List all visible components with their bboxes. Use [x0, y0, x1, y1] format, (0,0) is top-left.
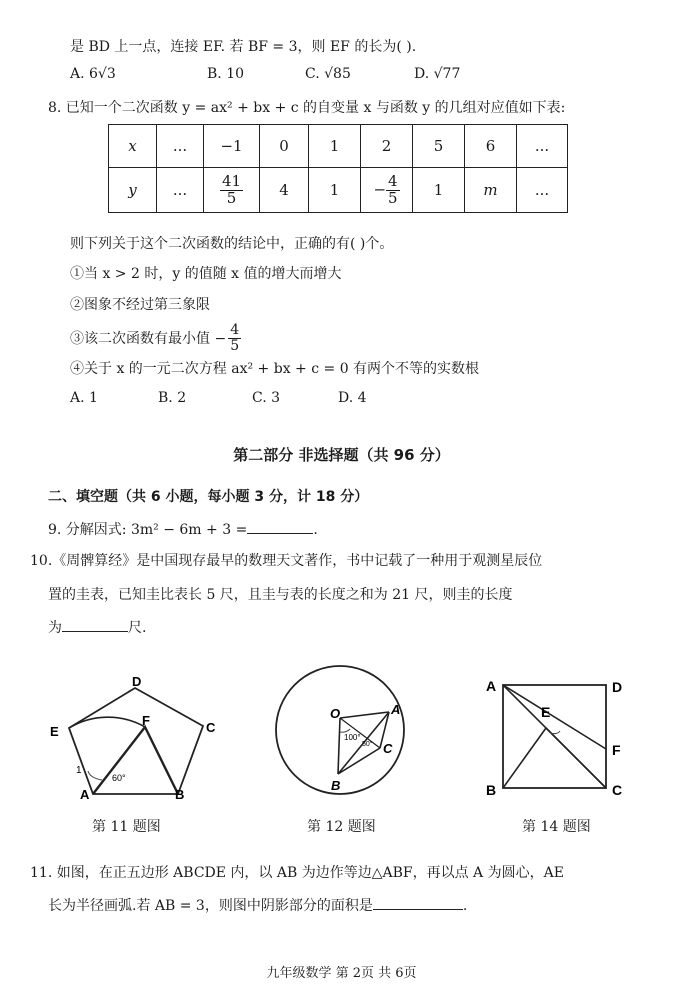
- q11-line-1: 11. 如图，在正五边形 ABCDE 内，以 AB 为边作等边△ABF，再以点 A 为圆心，AE: [30, 865, 564, 881]
- table-cell: 1: [309, 168, 361, 213]
- label-a: A: [486, 678, 497, 694]
- fraction-denominator: 5: [226, 188, 237, 207]
- table-cell: 2: [361, 125, 413, 168]
- figure-12-caption: 第 12 题图: [307, 819, 376, 835]
- fraction-denominator: 5: [230, 337, 240, 354]
- q9-row: [48, 519, 318, 539]
- q8-statement-4: ④关于 x 的一元二次方程 ax² + bx + c = 0 有两个不等的实数根: [70, 361, 480, 377]
- label-angle-100: 100°: [344, 733, 361, 742]
- q11-line-2: 长为半径画弧.若 AB = 3，则图中阴影部分的面积是: [48, 898, 373, 914]
- table-cell: −1: [204, 125, 260, 168]
- label-o: O: [330, 706, 341, 721]
- q10-answer-blank[interactable]: [62, 631, 128, 632]
- angle-mark: [340, 729, 350, 732]
- label-angle-60: 60°: [112, 773, 126, 783]
- label-c: C: [206, 720, 216, 735]
- figure-14-caption: 第 14 题图: [522, 819, 591, 835]
- label-b: B: [331, 778, 341, 793]
- table-cell: ...: [157, 125, 204, 168]
- figure-12: [270, 660, 420, 800]
- table-row-x: [109, 125, 568, 168]
- q7-option-d: D. √77: [414, 66, 461, 82]
- segment-ec: [546, 728, 606, 788]
- table-cell: 0: [260, 125, 309, 168]
- fraction-numerator: 4: [230, 321, 240, 338]
- fraction-sign: −: [373, 180, 387, 198]
- table-cell: ...: [517, 168, 568, 213]
- q8-option-a: A. 1: [70, 390, 98, 406]
- figure-11-caption: 第 11 题图: [92, 819, 161, 835]
- angle-mark: [550, 731, 560, 734]
- fraction-denominator: 5: [388, 188, 398, 207]
- label-angle-50: 50°: [362, 741, 373, 748]
- q10-line-1: 10.《周髀算经》是中国现存最早的数理天文著作，书中记载了一种用于观测星辰位: [30, 553, 543, 569]
- label-b: B: [486, 782, 497, 798]
- q10-row-3: [48, 617, 146, 637]
- q7-tail-text: 是 BD 上一点，连接 EF. 若 BF = 3，则 EF 的长为( ).: [70, 39, 417, 55]
- triangle-abf: [93, 727, 178, 794]
- q9-text: 9. 分解因式: 3m² − 6m + 3 =: [48, 522, 248, 538]
- q8-statement-1: ①当 x > 2 时，y 的值随 x 值的增大而增大: [70, 266, 342, 282]
- table-cell: ...: [517, 125, 568, 168]
- segment-af: [503, 685, 606, 749]
- label-angle-1: 1: [76, 765, 82, 776]
- section-heading: 二、填空题（共 6 小题，每小题 3 分，计 18 分）: [48, 489, 369, 505]
- table-cell: m: [465, 168, 517, 213]
- table-cell: 1: [309, 125, 361, 168]
- figure-11: [50, 676, 230, 801]
- table-cell-fraction: [361, 168, 413, 213]
- table-row-y: [109, 168, 568, 213]
- part2-title: 第二部分 非选择题（共 96 分）: [233, 446, 450, 464]
- page-footer: 九年级数学 第 2页 共 6页: [266, 966, 417, 981]
- q8-option-c: C. 3: [252, 390, 281, 406]
- label-b: B: [175, 787, 185, 801]
- q8-value-table: [108, 124, 568, 213]
- q7-option-c: C. √85: [305, 66, 351, 82]
- table-cell: 4: [260, 168, 309, 213]
- q8-stem: 8. 已知一个二次函数 y = ax² + bx + c 的自变量 x 与函数 y 的几组对应值如下表:: [48, 100, 566, 116]
- q8-statement-2: ②图象不经过第三象限: [70, 297, 210, 313]
- q9-answer-blank[interactable]: [247, 533, 313, 534]
- radius-oa: [340, 712, 389, 718]
- q10-tail-suffix: 尺.: [128, 620, 147, 636]
- q8-option-d: D. 4: [338, 390, 367, 406]
- q8-option-b: B. 2: [158, 390, 187, 406]
- pentagon-shape: [69, 688, 203, 794]
- chord-bc: [338, 748, 380, 774]
- table-cell: 1: [413, 168, 465, 213]
- segment-be: [503, 728, 546, 788]
- angle-mark: [88, 771, 102, 780]
- figure-14: [484, 675, 634, 800]
- q8-statement-3-row: [70, 318, 241, 358]
- label-d: D: [612, 679, 623, 695]
- label-a: A: [80, 787, 90, 801]
- label-e: E: [50, 724, 59, 739]
- q10-line-2: 置的圭表，已知圭比表长 5 尺，且圭与表的长度之和为 21 尺，则圭的长度: [48, 587, 513, 603]
- table-cell: y: [109, 168, 157, 213]
- arc-ae: [69, 717, 145, 728]
- table-cell-fraction: [204, 168, 260, 213]
- q11-answer-blank[interactable]: [373, 909, 463, 910]
- q8-statement-3: ③该二次函数有最小值 −: [70, 331, 227, 347]
- q11-end: .: [462, 898, 468, 914]
- q8-prompt: 则下列关于这个二次函数的结论中，正确的有( )个。: [70, 236, 394, 252]
- q10-tail-prefix: 为: [48, 620, 62, 636]
- q7-option-b: B. 10: [207, 66, 245, 82]
- label-f: F: [142, 713, 150, 728]
- label-a: A: [391, 702, 401, 717]
- label-f: F: [612, 742, 621, 758]
- fraction-numerator: 4: [388, 171, 398, 190]
- q7-option-a: A. 6√3: [70, 66, 116, 82]
- table-cell: 6: [465, 125, 517, 168]
- q9-period: .: [313, 522, 318, 538]
- label-d: D: [132, 676, 142, 689]
- radius-ob: [338, 718, 340, 774]
- label-c: C: [383, 741, 393, 756]
- table-cell: 5: [413, 125, 465, 168]
- label-c: C: [612, 782, 623, 798]
- fraction-numerator: 41: [221, 171, 242, 190]
- q11-row-2: [48, 895, 467, 915]
- table-cell: ...: [157, 168, 204, 213]
- label-e: E: [541, 704, 551, 720]
- table-cell: x: [109, 125, 157, 168]
